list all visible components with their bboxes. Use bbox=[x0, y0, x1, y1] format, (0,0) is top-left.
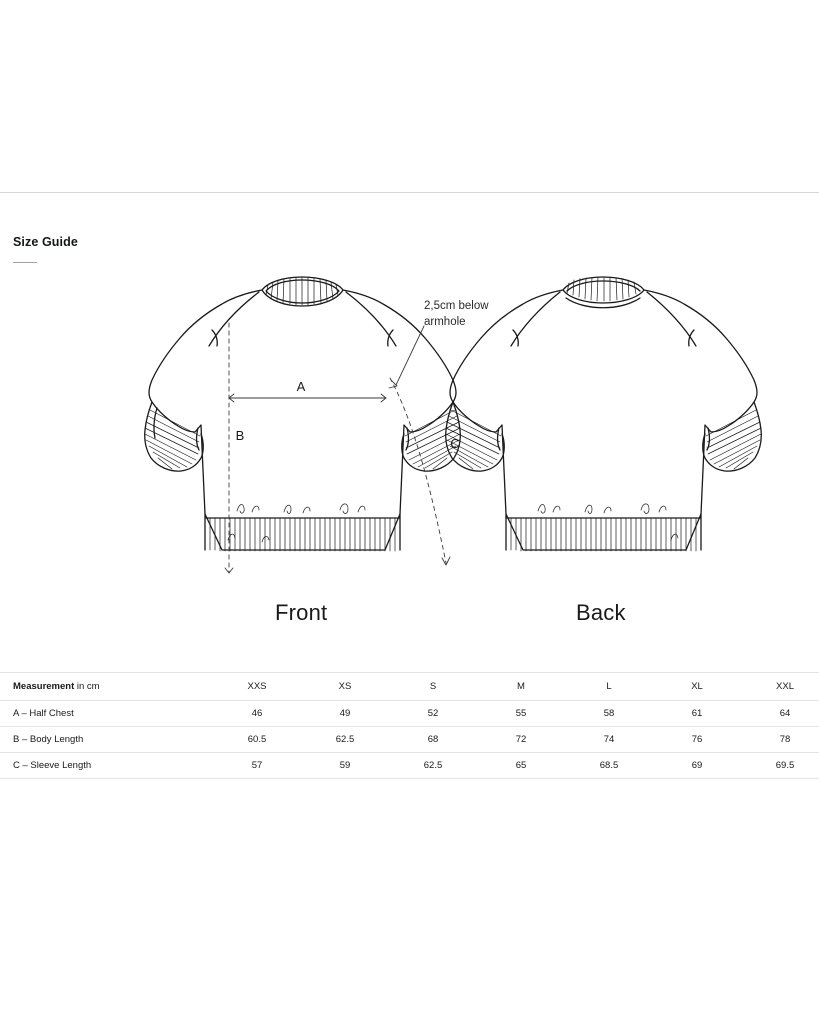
measurement-header-text: Measurement bbox=[13, 681, 75, 692]
cell-body-length-xxl: 78 bbox=[741, 727, 819, 753]
svg-text:C: C bbox=[450, 436, 460, 451]
cell-body-length-s: 68 bbox=[389, 727, 477, 753]
cell-body-length-xxs: 60.5 bbox=[213, 727, 301, 753]
row-label-body-length: B – Body Length bbox=[0, 727, 213, 753]
cell-sleeve-length-xl: 69 bbox=[653, 753, 741, 779]
top-divider bbox=[0, 192, 819, 193]
cell-half-chest-l: 58 bbox=[565, 701, 653, 727]
svg-text:A: A bbox=[296, 379, 306, 394]
front-view-label: Front bbox=[275, 600, 328, 625]
cell-body-length-xl: 76 bbox=[653, 727, 741, 753]
measurement-unit-text: in cm bbox=[74, 681, 100, 692]
size-header-xs: XS bbox=[301, 673, 389, 701]
cell-sleeve-length-s: 62.5 bbox=[389, 753, 477, 779]
armhole-callout bbox=[424, 298, 534, 330]
cell-half-chest-xl: 61 bbox=[653, 701, 741, 727]
cell-half-chest-s: 52 bbox=[389, 701, 477, 727]
svg-text:B: B bbox=[235, 428, 245, 443]
garment-illustration bbox=[0, 268, 819, 638]
measurement-guides bbox=[225, 323, 450, 573]
table-header-row bbox=[0, 673, 819, 701]
cell-half-chest-xs: 49 bbox=[301, 701, 389, 727]
page-title: Size Guide bbox=[13, 235, 78, 249]
size-header-m: M bbox=[477, 673, 565, 701]
size-header-xxs: XXS bbox=[213, 673, 301, 701]
cell-half-chest-m: 55 bbox=[477, 701, 565, 727]
size-header-s: S bbox=[389, 673, 477, 701]
cell-sleeve-length-xxl: 69.5 bbox=[741, 753, 819, 779]
armhole-callout-line1: 2,5cm below bbox=[424, 300, 489, 312]
table-row bbox=[0, 753, 819, 779]
cell-sleeve-length-xs: 59 bbox=[301, 753, 389, 779]
table-row bbox=[0, 727, 819, 753]
sweatshirt-diagram bbox=[0, 268, 819, 638]
title-underline bbox=[13, 262, 37, 263]
cell-sleeve-length-l: 68.5 bbox=[565, 753, 653, 779]
cell-body-length-xs: 62.5 bbox=[301, 727, 389, 753]
size-table bbox=[0, 672, 819, 779]
size-header-xxl: XXL bbox=[741, 673, 819, 701]
cell-body-length-l: 74 bbox=[565, 727, 653, 753]
size-header-xl: XL bbox=[653, 673, 741, 701]
cell-sleeve-length-xxs: 57 bbox=[213, 753, 301, 779]
size-header-l: L bbox=[565, 673, 653, 701]
table-row bbox=[0, 701, 819, 727]
back-view-label: Back bbox=[576, 600, 626, 625]
cell-body-length-m: 72 bbox=[477, 727, 565, 753]
row-label-sleeve-length: C – Sleeve Length bbox=[0, 753, 213, 779]
row-label-half-chest: A – Half Chest bbox=[0, 701, 213, 727]
size-table-wrap bbox=[0, 672, 819, 779]
armhole-callout-line2: armhole bbox=[424, 316, 466, 328]
cell-half-chest-xxs: 46 bbox=[213, 701, 301, 727]
cell-half-chest-xxl: 64 bbox=[741, 701, 819, 727]
measurement-header bbox=[0, 673, 213, 701]
cell-sleeve-length-m: 65 bbox=[477, 753, 565, 779]
front-view bbox=[145, 277, 461, 551]
